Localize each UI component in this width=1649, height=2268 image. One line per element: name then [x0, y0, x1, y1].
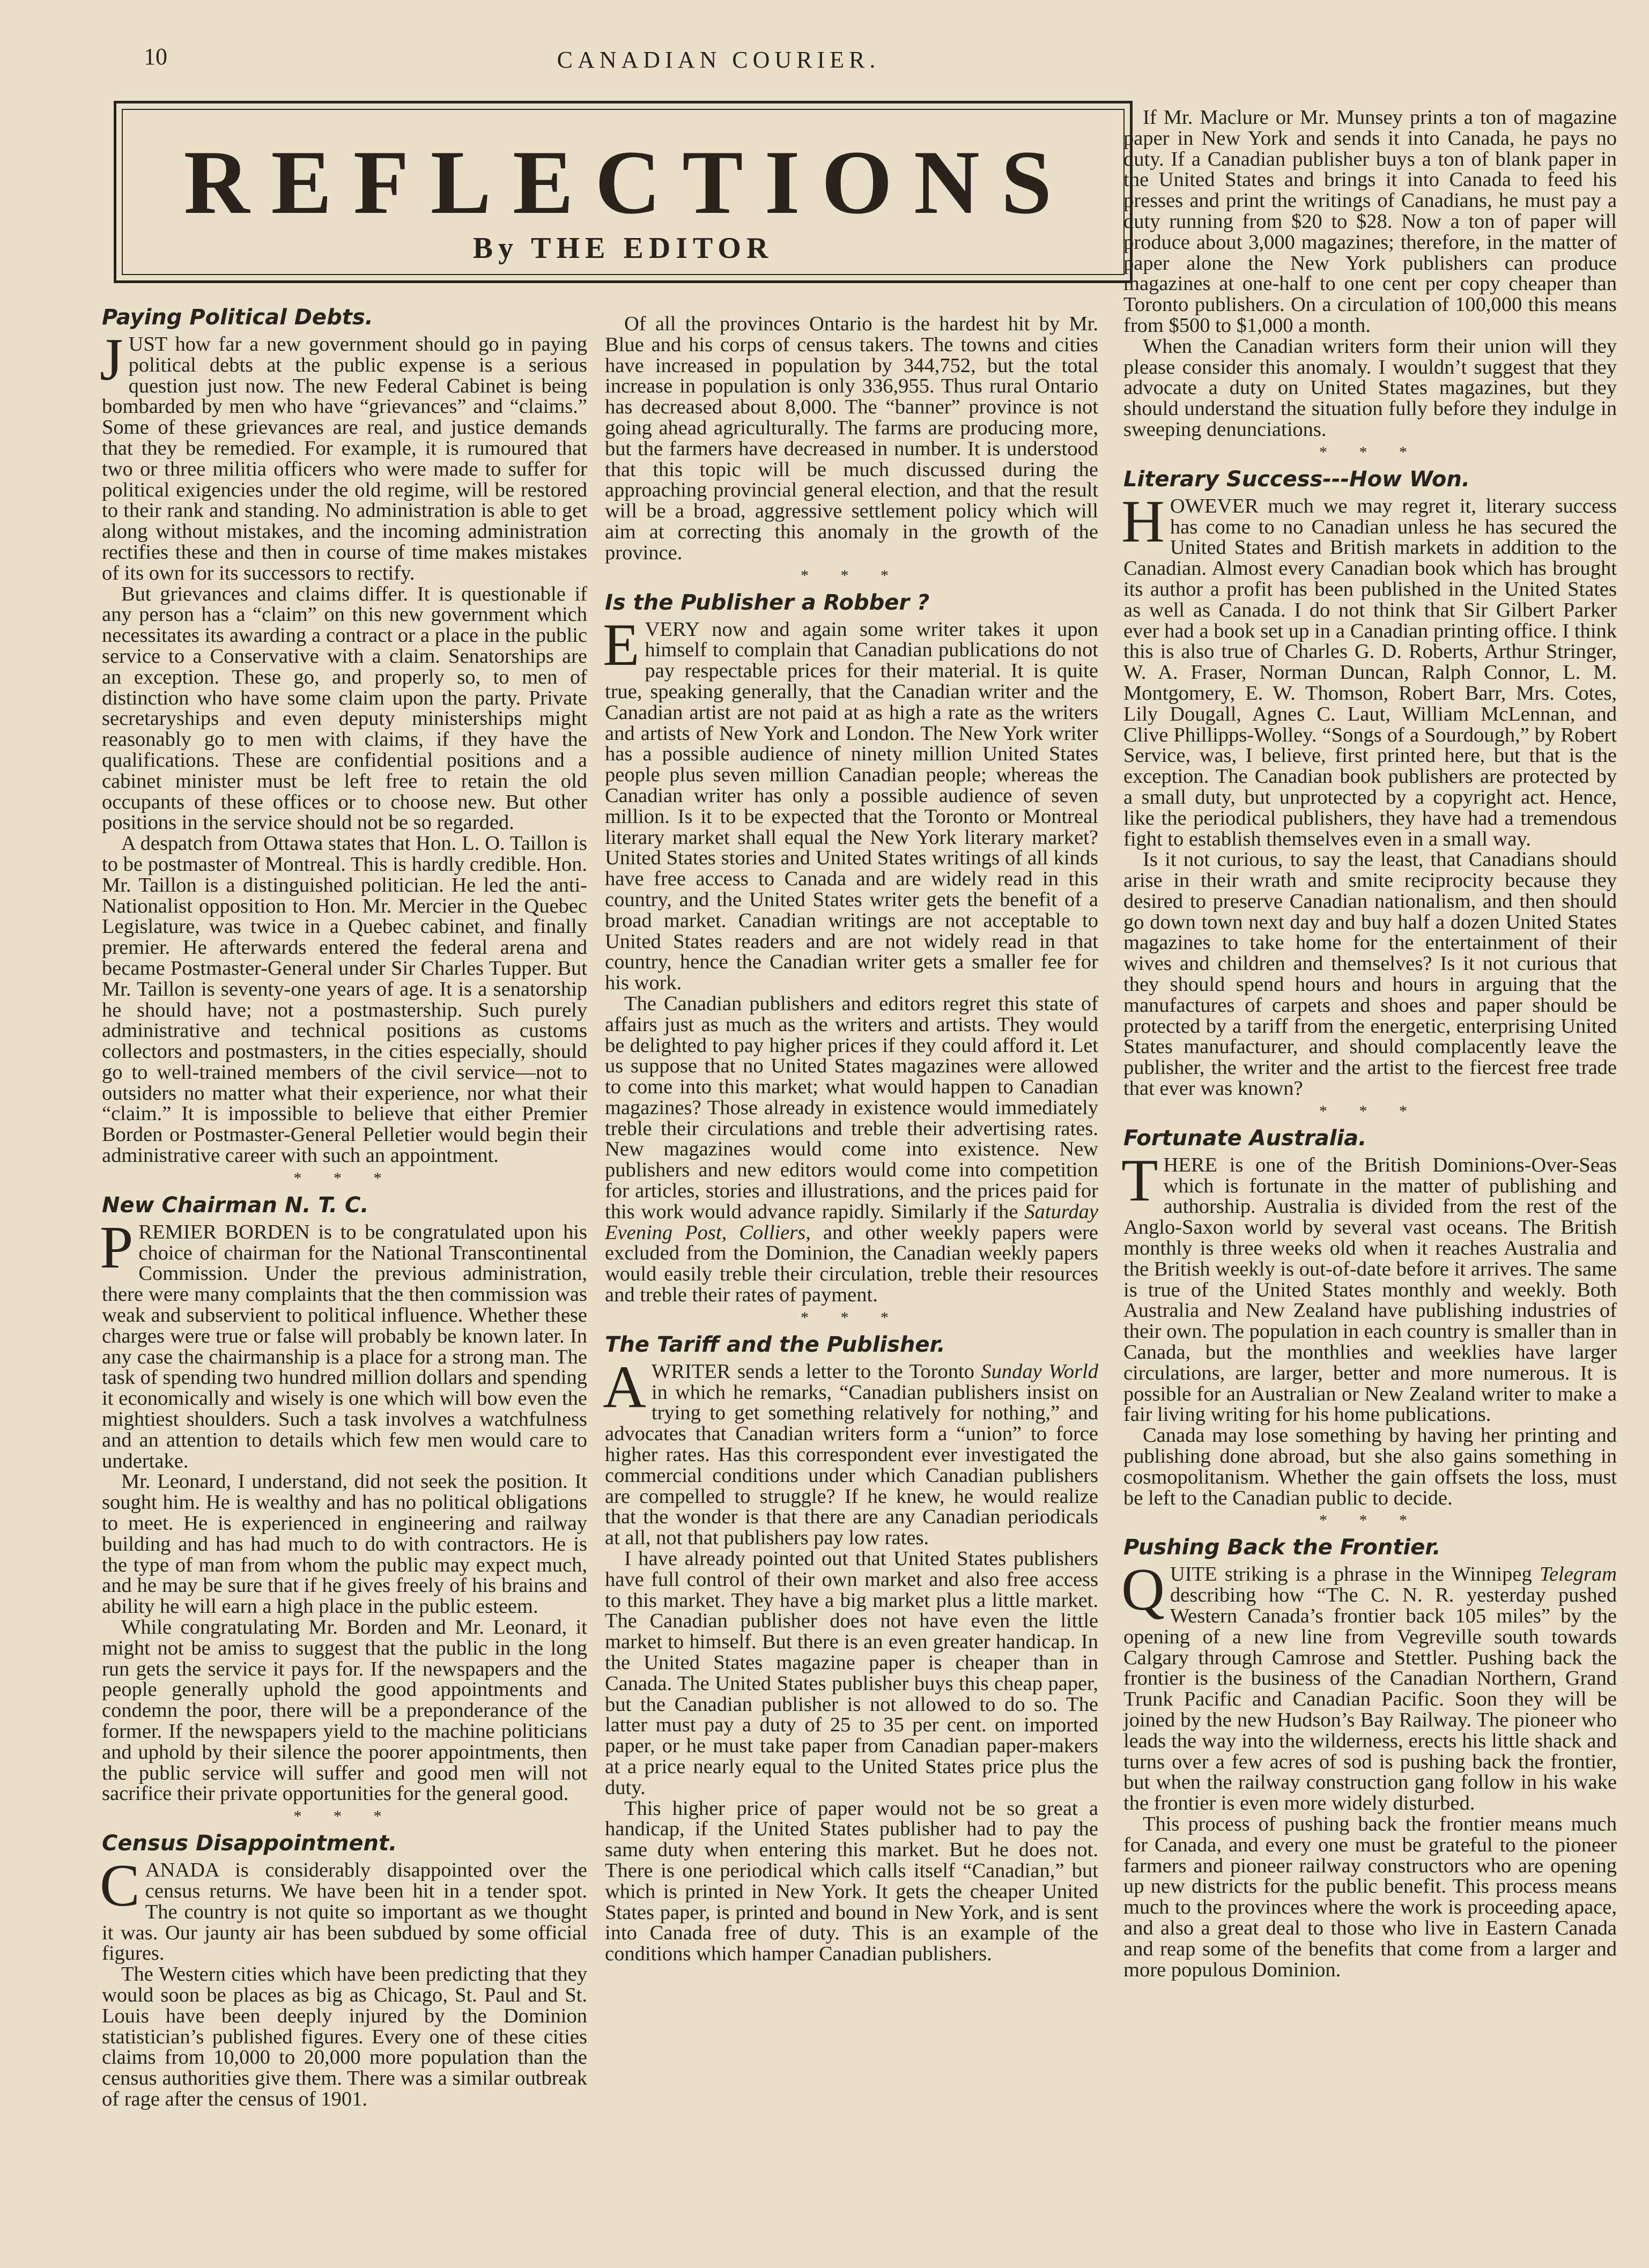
article-paragraph: Mr. Leonard, I understand, did not seek the position. It sought him. He is wealthy and has no political obligations to meet. He is experienced in engineering and railway building and has had much to do with contractors. He is the type of man from whom the public may expect much, and he may be sure that if he gives freely of his brains and ability he will earn a high place in the public esteem.	[102, 1470, 587, 1618]
drop-cap: E	[603, 611, 640, 678]
section-separator: * * *	[293, 1807, 396, 1826]
article-paragraph: This process of pushing back the frontier means much for Canada, and every one must be grateful to the pioneer farmers and pioneer railway constructors who are opening up new districts for the public benefit. This process means much to the provinces where the work is proceeding apace, and also a great deal to those who live in Eastern Canada and reap some of the benefits that come from a larger and more populous Dominion.	[1123, 1812, 1617, 1981]
drop-cap: H	[1121, 488, 1165, 555]
page-number: 10	[144, 43, 167, 70]
drop-cap: A	[603, 1353, 646, 1420]
article-paragraph: If Mr. Maclure or Mr. Munsey prints a ton of magazine paper in New York and sends it into Canada, he pays no duty. If a Canadian publisher buys a ton of blank paper in the United States and brings it into Canada to feed his presses and print the writings of Canadians, he must pay a duty running from $20 to $28. Now a ton of paper will produce about 3,000 magazines; therefore, in the matter of paper alone the New York publishers can produce magazines at one-half to one cent per copy cheaper than Toronto publishers. On a circulation of 100,000 this means from $500 to $1,000 a month.	[1123, 106, 1617, 337]
article-paragraph: JUST how far a new government should go in paying political debts at the public expense is a serious question just now. The new Federal Cabinet is being bombarded by men who have “grievances” and “claims.” Some of these grievances are real, and justice demands that they be remedied. For example, it is rumoured that two or three militia officers who were made to suffer for political exigencies under the old regime, will be restored to their rank and standing. No administration is able to get along without mistakes, and the incoming administration rectifies these and then in course of time makes mistakes of its own for its successors to rectify.	[100, 327, 587, 584]
article-paragraph: While congratulating Mr. Borden and Mr. Leonard, it might not be amiss to suggest that the public in the long run gets the service it pays for. If the newspapers and the people generally uphold the good appointments and condemn the poor, there will be a preponderance of the former. If the newspapers yield to the machine politicians and uphold by their silence the poorer appointments, then the public service will suffer and good men will not sacrifice their private opportunities for the general good.	[102, 1616, 587, 1805]
section-heading: Pushing Back the Frontier.	[1123, 1535, 1441, 1560]
column-2	[605, 314, 1098, 1965]
article-paragraph: A WRITER sends a letter to the Toronto Sunday World in which he remarks, “Canadian publishers insist on trying to get something relatively for nothing,” and advocates that Canadian writers form a “union” to force higher rates. Has this correspondent ever investigated the commercial conditions under which Canadian publishers are compelled to struggle? If he knew, he would realize that the wonder is that there are any Canadian periodicals at all, not that publishers pay low rates.	[603, 1353, 1098, 1550]
article-paragraph: Is it not curious, to say the least, that Canadians should arise in their wrath and smite reciprocity because they desired to preserve Canadian nationalism, and then should go down town next day and buy half a dozen United States magazines to take home for the entertainment of their wives and children and themselves? Is it not curious that they should spend hours and hours in arguing that the manufactures of carpets and shoes and paper should be protected by a tariff from the energetic, enterprising United States manufacturer, and should complacently leave the publisher, the writer and the artist to the fiercest free trade that ever was known?	[1123, 848, 1617, 1100]
article-paragraph: The Western cities which have been predicting that they would soon be places as big as Chicago, St. Paul and St. Louis have been deeply injured by the Dominion statistician’s published figures. Every one of these cities claims from 10,000 to 20,000 more population than the census authorities give them. There was a similar outbreak of rage after the census of 1901.	[102, 1963, 587, 2110]
reflections-banner	[114, 101, 1133, 283]
article-paragraph: EVERY now and again some writer takes it upon himself to complain that Canadian publications do not pay respectable prices for their material. It is quite true, speaking generally, that the Canadian writer and the Canadian artist are not paid at as high a rate as the writers and artists of New York and London. The New York writer has a possible audience of ninety million United States people plus seven million Canadian people; whereas the Canadian writer has only a possible audience of seven million. Is it to be expected that the Toronto or Montreal literary market shall equal the New York literary market? United States stories and United States writings of all kinds have free access to Canada and are widely read in this country, and the United States writer gets the benefit of a broad market. Canadian writings are not acceptable to United States readers and are not widely read in that country, hence the Canadian writer gets a smaller fee for his work.	[603, 611, 1098, 995]
article-paragraph: A despatch from Ottawa states that Hon. L. O. Taillon is to be postmaster of Montreal. This is hardly credible. Hon. Mr. Taillon is a distinguished politician. He led the anti-Nationalist opposition to Hon. Mr. Mercier in the Quebec Legislature, was twice in a Quebec cabinet, and finally premier. He afterwards entered the federal arena and became Postmaster-General under Sir Charles Tupper. But Mr. Taillon is seventy-one years of age. It is a senatorship he should have; not a postmastership. Such purely administrative and technical positions as customs collectors and postmasters, in the cities especially, should go to well-trained members of the civil service—not to outsiders no matter what their experience, nor what their “claim.” It is impossible to believe that either Premier Borden or Postmaster-General Pelletier would begin their administrative career with such an appointment.	[102, 832, 587, 1167]
article-paragraph: THERE is one of the British Dominions-Over-Seas which is fortunate in the matter of publishing and authorship. Australia is divided from the rest of the Anglo-Saxon world by several vast oceans. The British monthly is three weeks old when it reaches Australia and the British weekly is out-of-date before it arrives. The same is true of the United States monthly and weekly. Both Australia and New Zealand have publishing industries of their own. The population in each country is smaller than in Canada, but the monthlies and weeklies have larger circulations, are larger, better and more numerous. It is possible for an Australian or New Zealand writer to make a fair living writing for his home publications.	[1121, 1147, 1617, 1426]
drop-cap: Q	[1121, 1557, 1165, 1624]
banner-inner-frame	[122, 109, 1125, 275]
section-separator: * * *	[1319, 443, 1421, 461]
banner-title: REFLECTIONS	[183, 132, 1074, 233]
section-separator: * * *	[801, 566, 903, 584]
section-heading: Literary Success---How Won.	[1123, 466, 1470, 492]
section-separator: * * *	[1319, 1511, 1421, 1530]
article-paragraph: This higher price of paper would not be so great a handicap, if the United States publisher had to pay the same duty when entering this market. But he does not. There is one periodical which calls itself “Canadian,” but which is printed in New York. It gets the cheaper United States paper, is printed and bound in New York, and is sent into Canada free of duty. This is an example of the conditions which hamper Canadian publishers.	[605, 1797, 1098, 1966]
section-separator: * * *	[293, 1169, 396, 1187]
article-paragraph: QUITE striking is a phrase in the Winnipeg Telegram describing how “The C. N. R. yesterday pushed Western Canada’s frontier back 105 miles” by the opening of a new line from Vegreville south towards Calgary through Camrose and Stettler. Pushing back the frontier is the business of the Canadian Northern, Grand Trunk Pacific and Canadian Pacific. Soon they will be joined by the new Hudson’s Bay Railway. The pioneer who leads the way into the wilderness, erects his little shack and turns over a few acres of sod is pushing back the frontier, but when the railway construction gang follow in his wake the frontier is even more widely disturbed.	[1121, 1557, 1617, 1815]
running-head: CANADIAN COURIER.	[557, 47, 881, 73]
section-heading: Fortunate Australia.	[1123, 1125, 1367, 1151]
section-heading: New Chairman N. T. C.	[102, 1192, 369, 1218]
section-heading: The Tariff and the Publisher.	[605, 1332, 945, 1357]
drop-cap: T	[1121, 1147, 1158, 1214]
article-paragraph: Of all the provinces Ontario is the hardest hit by Mr. Blue and his corps of census takers. The towns and cities have increased in population by 344,752, but the total increase in population is only 336,955. Thus rural Ontario has decreased about 8,000. The “banner” province is not going ahead agriculturally. The farms are producing more, but the farmers have decreased in number. It is understood that this topic will be much discussed during the approaching provincial general election, and that the result will be a broad, aggressive settlement policy which will aim at correcting this anomaly in the growth of the province.	[605, 313, 1098, 564]
article-paragraph: When the Canadian writers form their union will they please consider this anomaly. I wouldn’t suggest that they advocate a duty on United States magazines, but they should understand the situation fully before they indulge in sweeping denunciations.	[1123, 335, 1617, 441]
article-paragraph: But grievances and claims differ. It is questionable if any person has a “claim” on this new government which necessitates its awarding a contract or a place in the public service to a Conservative with a claim. Senatorships are an exception. These go, and properly so, to men of distinction who have some claim upon the party. Private secretaryships and even deputy ministerships might reasonably go to men with claims, if they have the qualifications. These are confidential positions and a cabinet minister must be left free to retain the old occupants of these offices or to choose new. But other positions in the service should not be so regarded.	[102, 582, 587, 834]
article-paragraph: HOWEVER much we may regret it, literary success has come to no Canadian unless he has secured the United States and British markets in addition to the Canadian. Almost every Canadian book which has brought its author a profit has been published in the United States as well as Canada. I do not think that Sir Gilbert Parker ever had a book set up in a Canadian printing office. I think this is also true of Charles G. D. Roberts, Arthur Stringer, W. A. Fraser, Norman Duncan, Ralph Connor, L. M. Montgomery, E. W. Thomson, Robert Barr, Mrs. Cotes, Lily Dougall, Agnes C. Laut, William McLennan, and Clive Phillipps-Wolley. “Songs of a Sourdough,” by Robert Service, was, I believe, first printed here, but that is the exception. The Canadian book publishers are protected by a small duty, but unprotected by a copyright act. Hence, like the periodical publishers, they have had a tremendous fight to establish themselves even in a small way.	[1121, 488, 1617, 850]
section-heading: Is the Publisher a Robber ?	[605, 590, 930, 615]
section-heading: Census Disappointment.	[102, 1831, 397, 1856]
column-3	[1123, 107, 1617, 1980]
article-paragraph: The Canadian publishers and editors regret this state of affairs just as much as the writers and artists. They would be delighted to pay higher prices if they could afford it. Let us suppose that no United States magazines were allowed to come into this market; what would happen to Canadian magazines? Those already in existence would immediately treble their circulations and treble their advertising rates. New magazines would come into existence. New publishers and new editors would come into competition for articles, stories and illustrations, and the prices paid for this work would advance rapidly. Similarly if the Saturday Evening Post, Colliers, and other weekly papers were excluded from the Dominion, the Canadian weekly papers would easily treble their circulation, treble their resources and treble their rates of payment.	[605, 992, 1098, 1307]
article-paragraph: I have already pointed out that United States publishers have full control of their own market and also free access to this market. They have a big market plus a little market. The Canadian publisher does not have even the little market to himself. But there is an even greater handicap. In the United States magazine paper is cheaper than in Canada. The United States publisher buys this cheap paper, but the Canadian publisher is not allowed to do so. The latter must pay a duty of 25 to 35 per cent. on imported paper, or he must take paper from Canadian paper-makers at a price nearly equal to the United States price plus the duty.	[605, 1547, 1098, 1799]
article-paragraph: PREMIER BORDEN is to be congratulated upon his choice of chairman for the National Transcontinental Commission. Under the previous administration, there were many complaints that the then commission was weak and subservient to political influence. Whether these charges were true or false will probably be known later. In any case the chairmanship is a place for a strong man. The task of spending two hundred million dollars and spending it economically and wisely is one which will bow even the mightiest shoulders. Such a task involves a watchfulness and an attention to details which few men would care to undertake.	[100, 1214, 587, 1472]
section-separator: * * *	[1319, 1102, 1421, 1120]
drop-cap: C	[100, 1852, 140, 1919]
article-paragraph: Canada may lose something by having her printing and publishing done abroad, but she also gains something in cosmopolitanism. Whether the gain offsets the loss, must be left to the Canadian public to decide.	[1123, 1424, 1617, 1509]
section-separator: * * *	[801, 1308, 903, 1326]
section-heading: Paying Political Debts.	[102, 305, 373, 330]
article-paragraph: CANADA is considerably disappointed over the census returns. We have been hit in a tender spot. The country is not quite so important as we thought it was. Our jaunty air has been subdued by some official figures.	[100, 1852, 587, 1965]
column-1	[102, 303, 587, 2110]
drop-cap: P	[100, 1214, 134, 1281]
drop-cap: J	[100, 327, 123, 393]
banner-byline: By THE EDITOR	[472, 232, 774, 265]
